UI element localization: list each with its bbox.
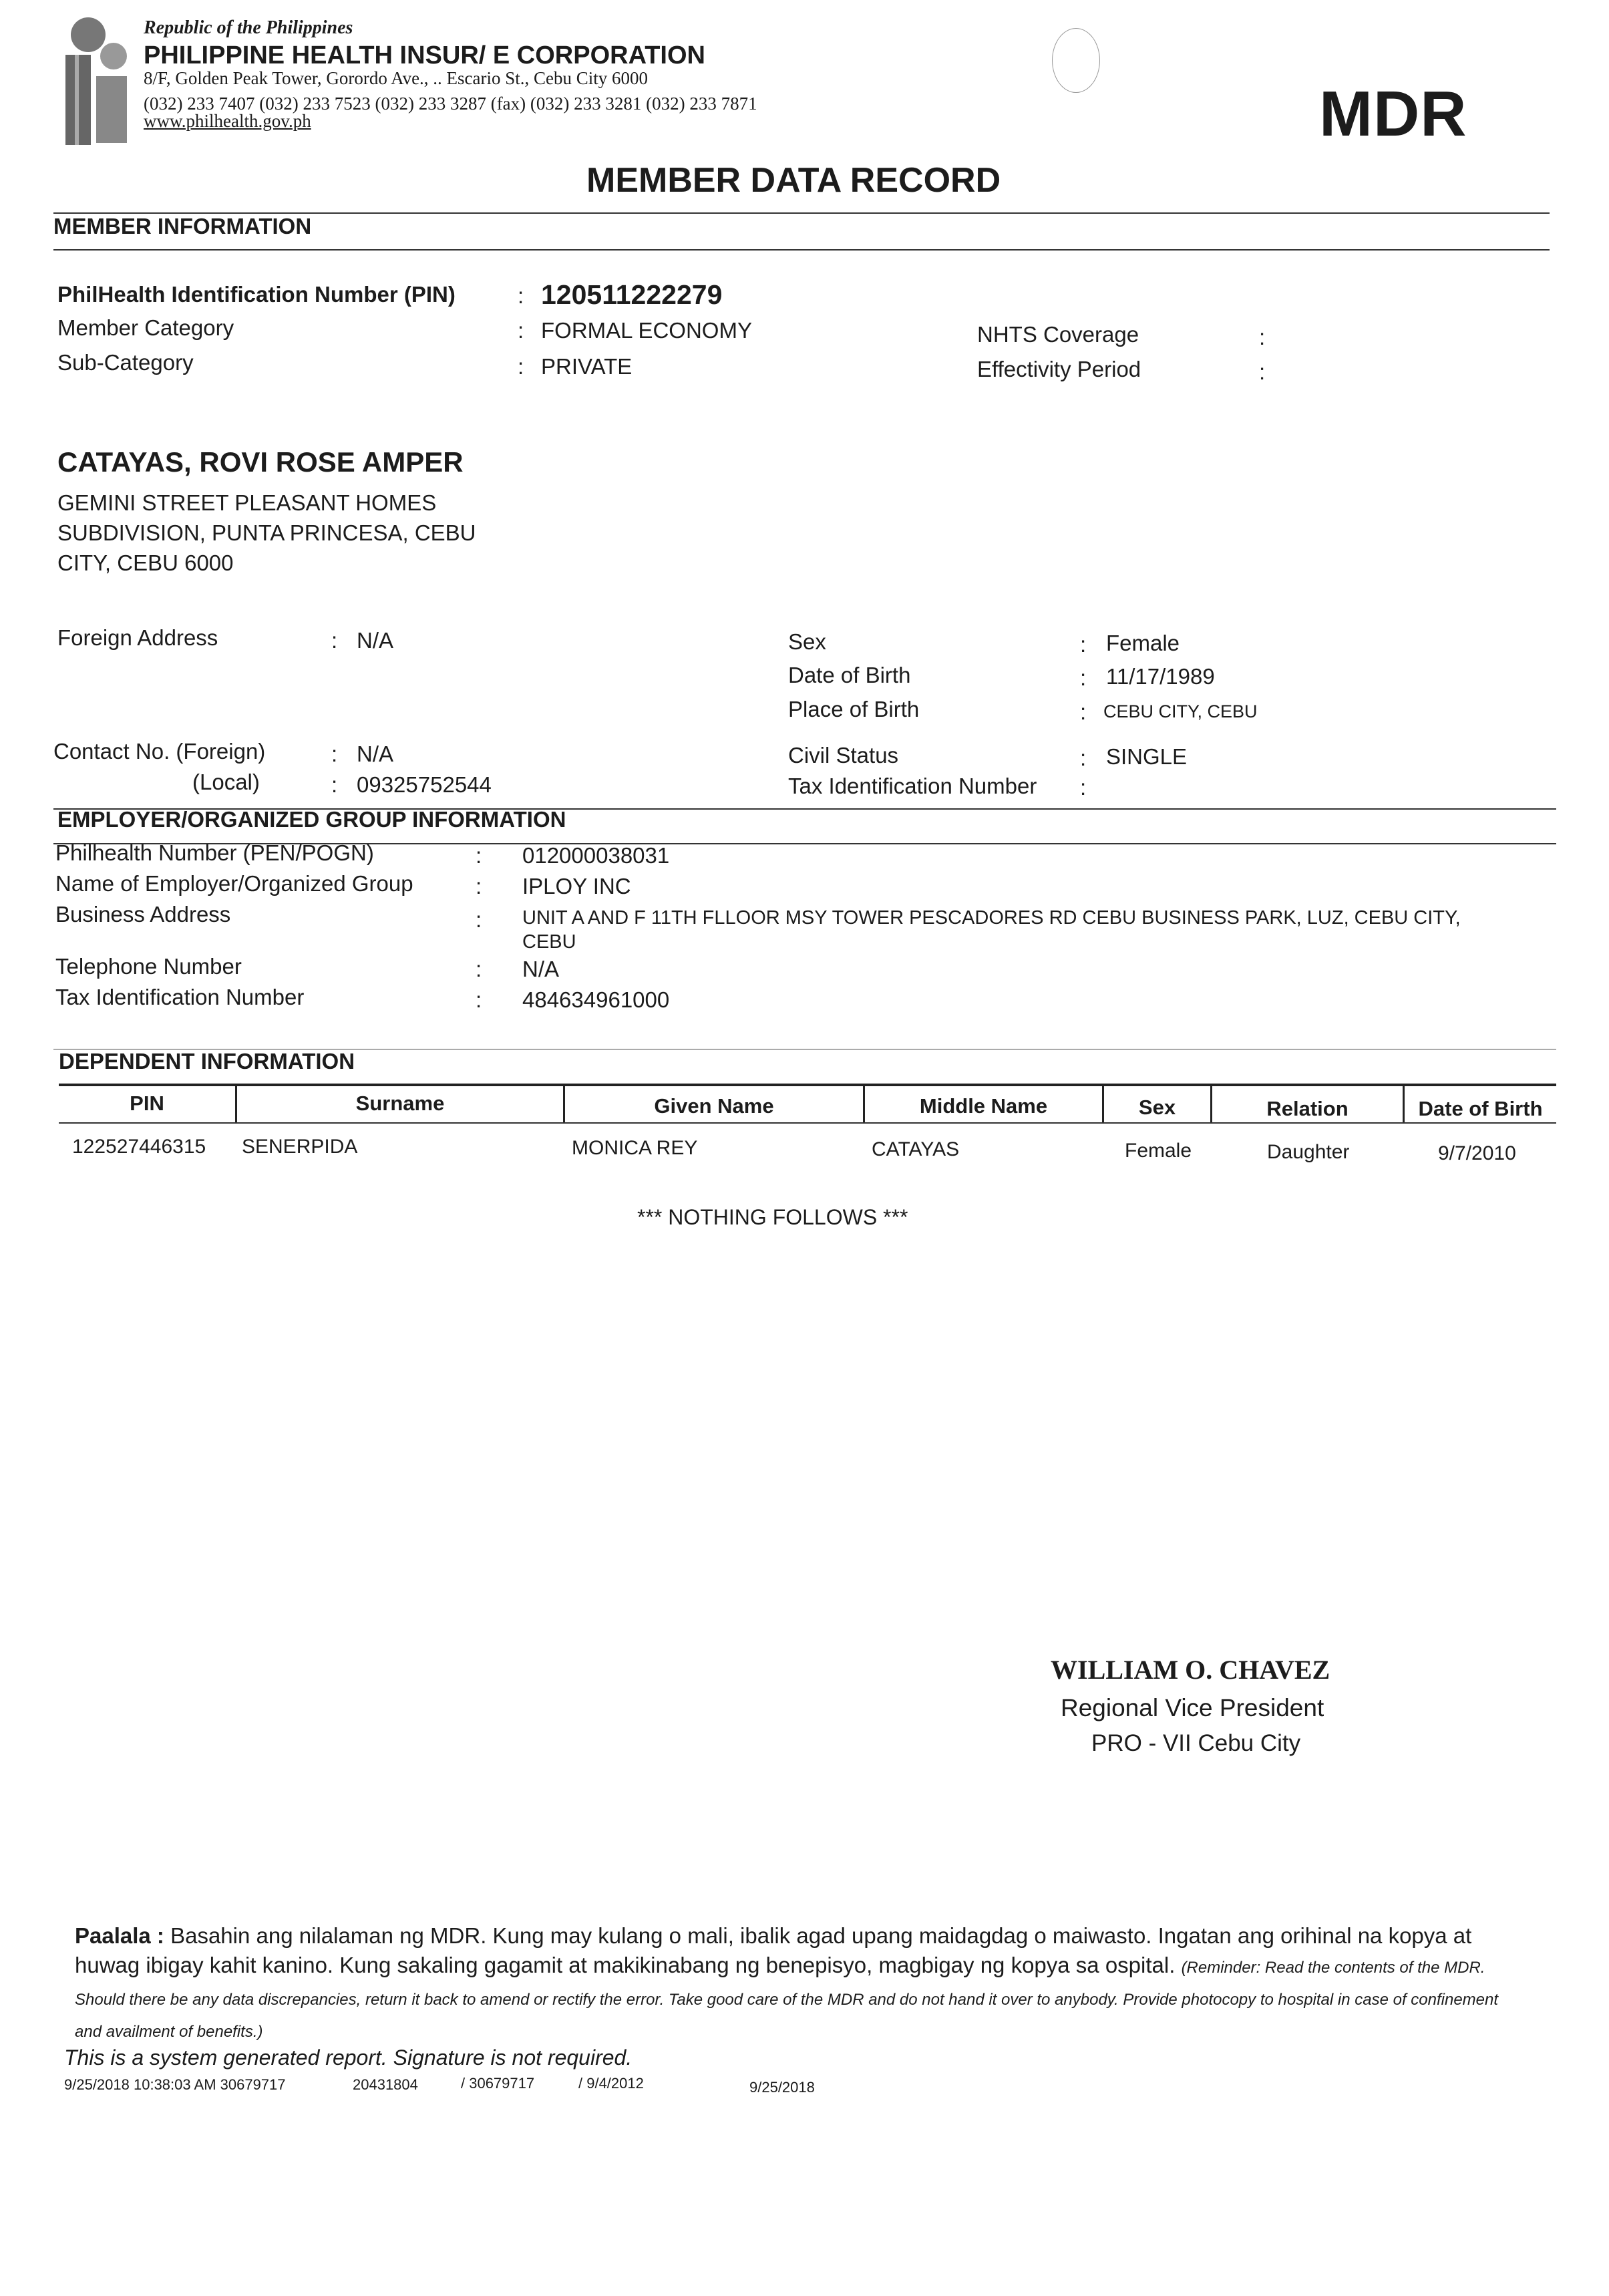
republic-label: Republic of the Philippines xyxy=(144,17,353,38)
colon: : xyxy=(1259,359,1266,384)
colon: : xyxy=(1080,665,1087,690)
colon: : xyxy=(1080,699,1087,724)
effectivity-label: Effectivity Period xyxy=(977,357,1141,381)
website-link[interactable]: www.philhealth.gov.ph xyxy=(144,111,311,131)
reminder-text: Basahin ang nilalaman ng MDR. Kung may kulang o mali, ibalik agad upang maidagdag o maiwasto. Ingatan ang orihinal na kopya at huwag ibigay kahit kanino. Kung sakaling gagamit at makikinabang ng benepisyo, magbigay ng kopya sa ospital. xyxy=(75,1923,1472,1977)
employer-name-label: Name of Employer/Organized Group xyxy=(55,871,413,896)
colon: : xyxy=(518,354,524,379)
reminder-english: (Reminder: Read the contents of the MDR. Should there be any data discrepancies, return it back to amend or rectify the error. Take good care of the MDR and do not hand it over to anybody. Provide photocopy to hospital in case of confinement and availment of benefits.) xyxy=(75,1959,1499,2041)
business-address-line: UNIT A AND F 11TH FLLOOR MSY TOWER PESCADORES RD CEBU BUSINESS PARK, LUZ, CEBU CITY, xyxy=(522,907,1461,929)
pen-label: Philhealth Number (PEN/POGN) xyxy=(55,840,374,865)
employer-tin-label: Tax Identification Number xyxy=(55,985,305,1009)
page-title: MEMBER DATA RECORD xyxy=(586,161,1001,200)
dependent-date-of-birth: 9/7/2010 xyxy=(1438,1142,1516,1164)
colon: : xyxy=(331,772,338,797)
nothing-follows-note: *** NOTHING FOLLOWS *** xyxy=(637,1205,908,1229)
colon: : xyxy=(476,907,482,932)
dependent-pin: 122527446315 xyxy=(72,1136,206,1158)
member-category-label: Member Category xyxy=(57,315,234,340)
colon: : xyxy=(476,957,482,981)
table-top-rule xyxy=(59,1084,1556,1086)
corporation-name: PHILIPPINE HEALTH INSUR/ E CORPORATION xyxy=(144,41,705,69)
dob-label: Date of Birth xyxy=(788,663,911,687)
dependent-given-name: MONICA REY xyxy=(572,1137,698,1159)
member-address-line: CITY, CEBU 6000 xyxy=(57,550,234,575)
signatory-office: PRO - VII Cebu City xyxy=(1091,1730,1301,1756)
colon: : xyxy=(518,318,524,343)
contact-local-label: (Local) xyxy=(192,770,260,794)
pob-label: Place of Birth xyxy=(788,697,920,721)
member-category-value: FORMAL ECONOMY xyxy=(541,318,752,343)
colon: : xyxy=(476,987,482,1012)
colon: : xyxy=(1080,746,1087,770)
colon: : xyxy=(476,843,482,868)
employer-tin-value: 484634961000 xyxy=(522,987,670,1012)
column-header-given-name: Given Name xyxy=(654,1094,774,1118)
nhts-label: NHTS Coverage xyxy=(977,322,1139,347)
footer-reference: / 9/4/2012 xyxy=(578,2075,644,2092)
member-tin-label: Tax Identification Number xyxy=(788,774,1037,798)
employer-info-heading: EMPLOYER/ORGANIZED GROUP INFORMATION xyxy=(57,807,566,832)
colon: : xyxy=(1259,325,1266,349)
colon: : xyxy=(331,628,338,653)
signatory-title: Regional Vice President xyxy=(1061,1694,1324,1721)
dependent-surname: SENERPIDA xyxy=(242,1136,358,1158)
colon: : xyxy=(476,874,482,898)
reminder-label: Paalala : xyxy=(75,1923,164,1948)
foreign-address-value: N/A xyxy=(357,628,394,653)
reminder-block xyxy=(75,1921,1524,2047)
colon: : xyxy=(518,283,524,308)
dob-value: 11/17/1989 xyxy=(1106,664,1215,689)
sex-value: Female xyxy=(1106,631,1180,655)
colon: : xyxy=(1080,775,1087,800)
member-info-heading: MEMBER INFORMATION xyxy=(53,214,312,238)
pob-value: CEBU CITY, CEBU xyxy=(1103,701,1258,721)
footer-timestamp: 9/25/2018 10:38:03 AM 30679717 xyxy=(64,2076,286,2093)
colon: : xyxy=(1080,632,1087,657)
corporation-phones: (032) 233 7407 (032) 233 7523 (032) 233 3287 (fax) (032) 233 3281 (032) 233 7871 xyxy=(144,94,757,114)
divider xyxy=(53,249,1550,251)
business-address-label: Business Address xyxy=(55,902,231,927)
column-header-date-of-birth: Date of Birth xyxy=(1418,1097,1543,1120)
scan-mark xyxy=(1052,28,1100,93)
telephone-value: N/A xyxy=(522,957,560,981)
member-name: CATAYAS, ROVI ROSE AMPER xyxy=(57,446,464,478)
contact-local-value: 09325752544 xyxy=(357,772,492,797)
colon: : xyxy=(331,742,338,766)
telephone-label: Telephone Number xyxy=(55,954,242,979)
employer-name-value: IPLOY INC xyxy=(522,874,631,898)
dependent-relation: Daughter xyxy=(1267,1141,1350,1163)
footer-date: 9/25/2018 xyxy=(749,2079,815,2096)
pen-value: 012000038031 xyxy=(522,843,670,868)
philhealth-logo-icon xyxy=(61,15,142,148)
dependent-info-heading: DEPENDENT INFORMATION xyxy=(59,1049,355,1074)
pin-value: 120511222279 xyxy=(541,279,723,310)
corporation-address: 8/F, Golden Peak Tower, Gorordo Ave., .. Escario St., Cebu City 6000 xyxy=(144,68,649,88)
footer-reference: / 30679717 xyxy=(461,2075,535,2092)
dependent-sex: Female xyxy=(1125,1140,1192,1162)
sub-category-value: PRIVATE xyxy=(541,354,633,379)
footer-reference: 20431804 xyxy=(353,2076,418,2093)
civil-status-label: Civil Status xyxy=(788,743,899,768)
mdr-label: MDR xyxy=(1319,78,1467,150)
column-header-sex: Sex xyxy=(1138,1096,1176,1119)
table-header-rule xyxy=(59,1122,1556,1124)
sub-category-label: Sub-Category xyxy=(57,350,194,375)
contact-foreign-value: N/A xyxy=(357,742,394,766)
member-address-line: SUBDIVISION, PUNTA PRINCESA, CEBU xyxy=(57,520,476,545)
system-generated-note: This is a system generated report. Signature is not required. xyxy=(64,2045,633,2070)
sex-label: Sex xyxy=(788,629,826,654)
dependent-middle-name: CATAYAS xyxy=(872,1138,960,1160)
pin-label: PhilHealth Identification Number (PIN) xyxy=(57,282,456,307)
signatory-name: WILLIAM O. CHAVEZ xyxy=(1051,1655,1330,1685)
contact-foreign-label: Contact No. (Foreign) xyxy=(53,739,266,764)
column-header-surname: Surname xyxy=(355,1092,445,1115)
column-header-pin: PIN xyxy=(130,1092,164,1115)
business-address-line: CEBU xyxy=(522,931,576,953)
foreign-address-label: Foreign Address xyxy=(57,625,218,650)
column-header-relation: Relation xyxy=(1266,1097,1349,1120)
member-address-line: GEMINI STREET PLEASANT HOMES xyxy=(57,490,437,515)
column-header-middle-name: Middle Name xyxy=(919,1094,1048,1118)
civil-status-value: SINGLE xyxy=(1106,744,1188,769)
